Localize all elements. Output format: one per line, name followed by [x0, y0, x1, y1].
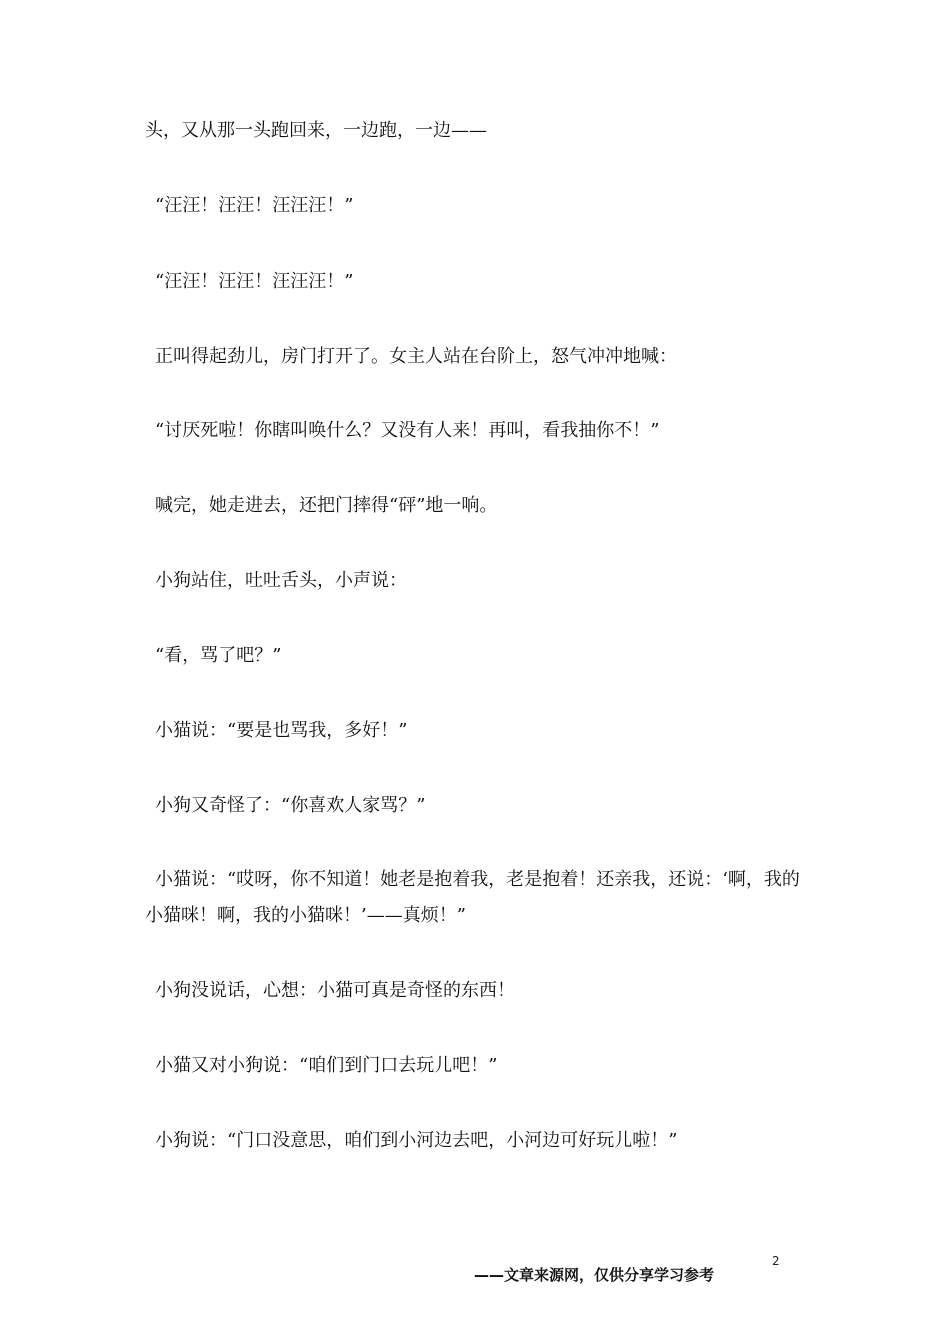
paragraph-9: 小猫说：“要是也骂我，多好！” [155, 720, 408, 741]
paragraph-5: “讨厌死啦！你瞎叫唤什么？又没有人来！再叫，看我抽你不！” [155, 420, 660, 441]
paragraph-14: 小狗说：“门口没意思，咱们到小河边去吧，小河边可好玩儿啦！” [155, 1130, 678, 1151]
page-number: 2 [772, 1254, 780, 1268]
paragraph-7: 小狗站住，吐吐舌头，小声说： [155, 570, 407, 591]
paragraph-12: 小狗没说话，心想：小猫可真是奇怪的东西！ [155, 980, 515, 1001]
footer-source-note: ——文章来源网，仅供分享学习参考 [474, 1266, 715, 1284]
paragraph-3: “汪汪！汪汪！汪汪汪！” [155, 271, 354, 292]
paragraph-1: 头，又从那一头跑回来，一边跑，一边—— [145, 120, 487, 141]
paragraph-2: “汪汪！汪汪！汪汪汪！” [155, 195, 354, 216]
paragraph-4: 正叫得起劲儿，房门打开了。女主人站在台阶上，怒气冲冲地喊： [155, 346, 677, 367]
paragraph-6: 喊完，她走进去，还把门摔得“砰”地一响。 [155, 495, 498, 516]
paragraph-10: 小狗又奇怪了：“你喜欢人家骂？” [155, 795, 426, 816]
paragraph-11: 小猫说：“哎呀，你不知道！她老是抱着我，老是抱着！还亲我，还说：‘啊，我的小猫咪！啊，我的小猫咪！’——真烦！” [145, 869, 800, 926]
paragraph-8: “看，骂了吧？” [155, 645, 282, 666]
paragraph-13: 小猫又对小狗说：“咱们到门口去玩儿吧！” [155, 1055, 498, 1076]
